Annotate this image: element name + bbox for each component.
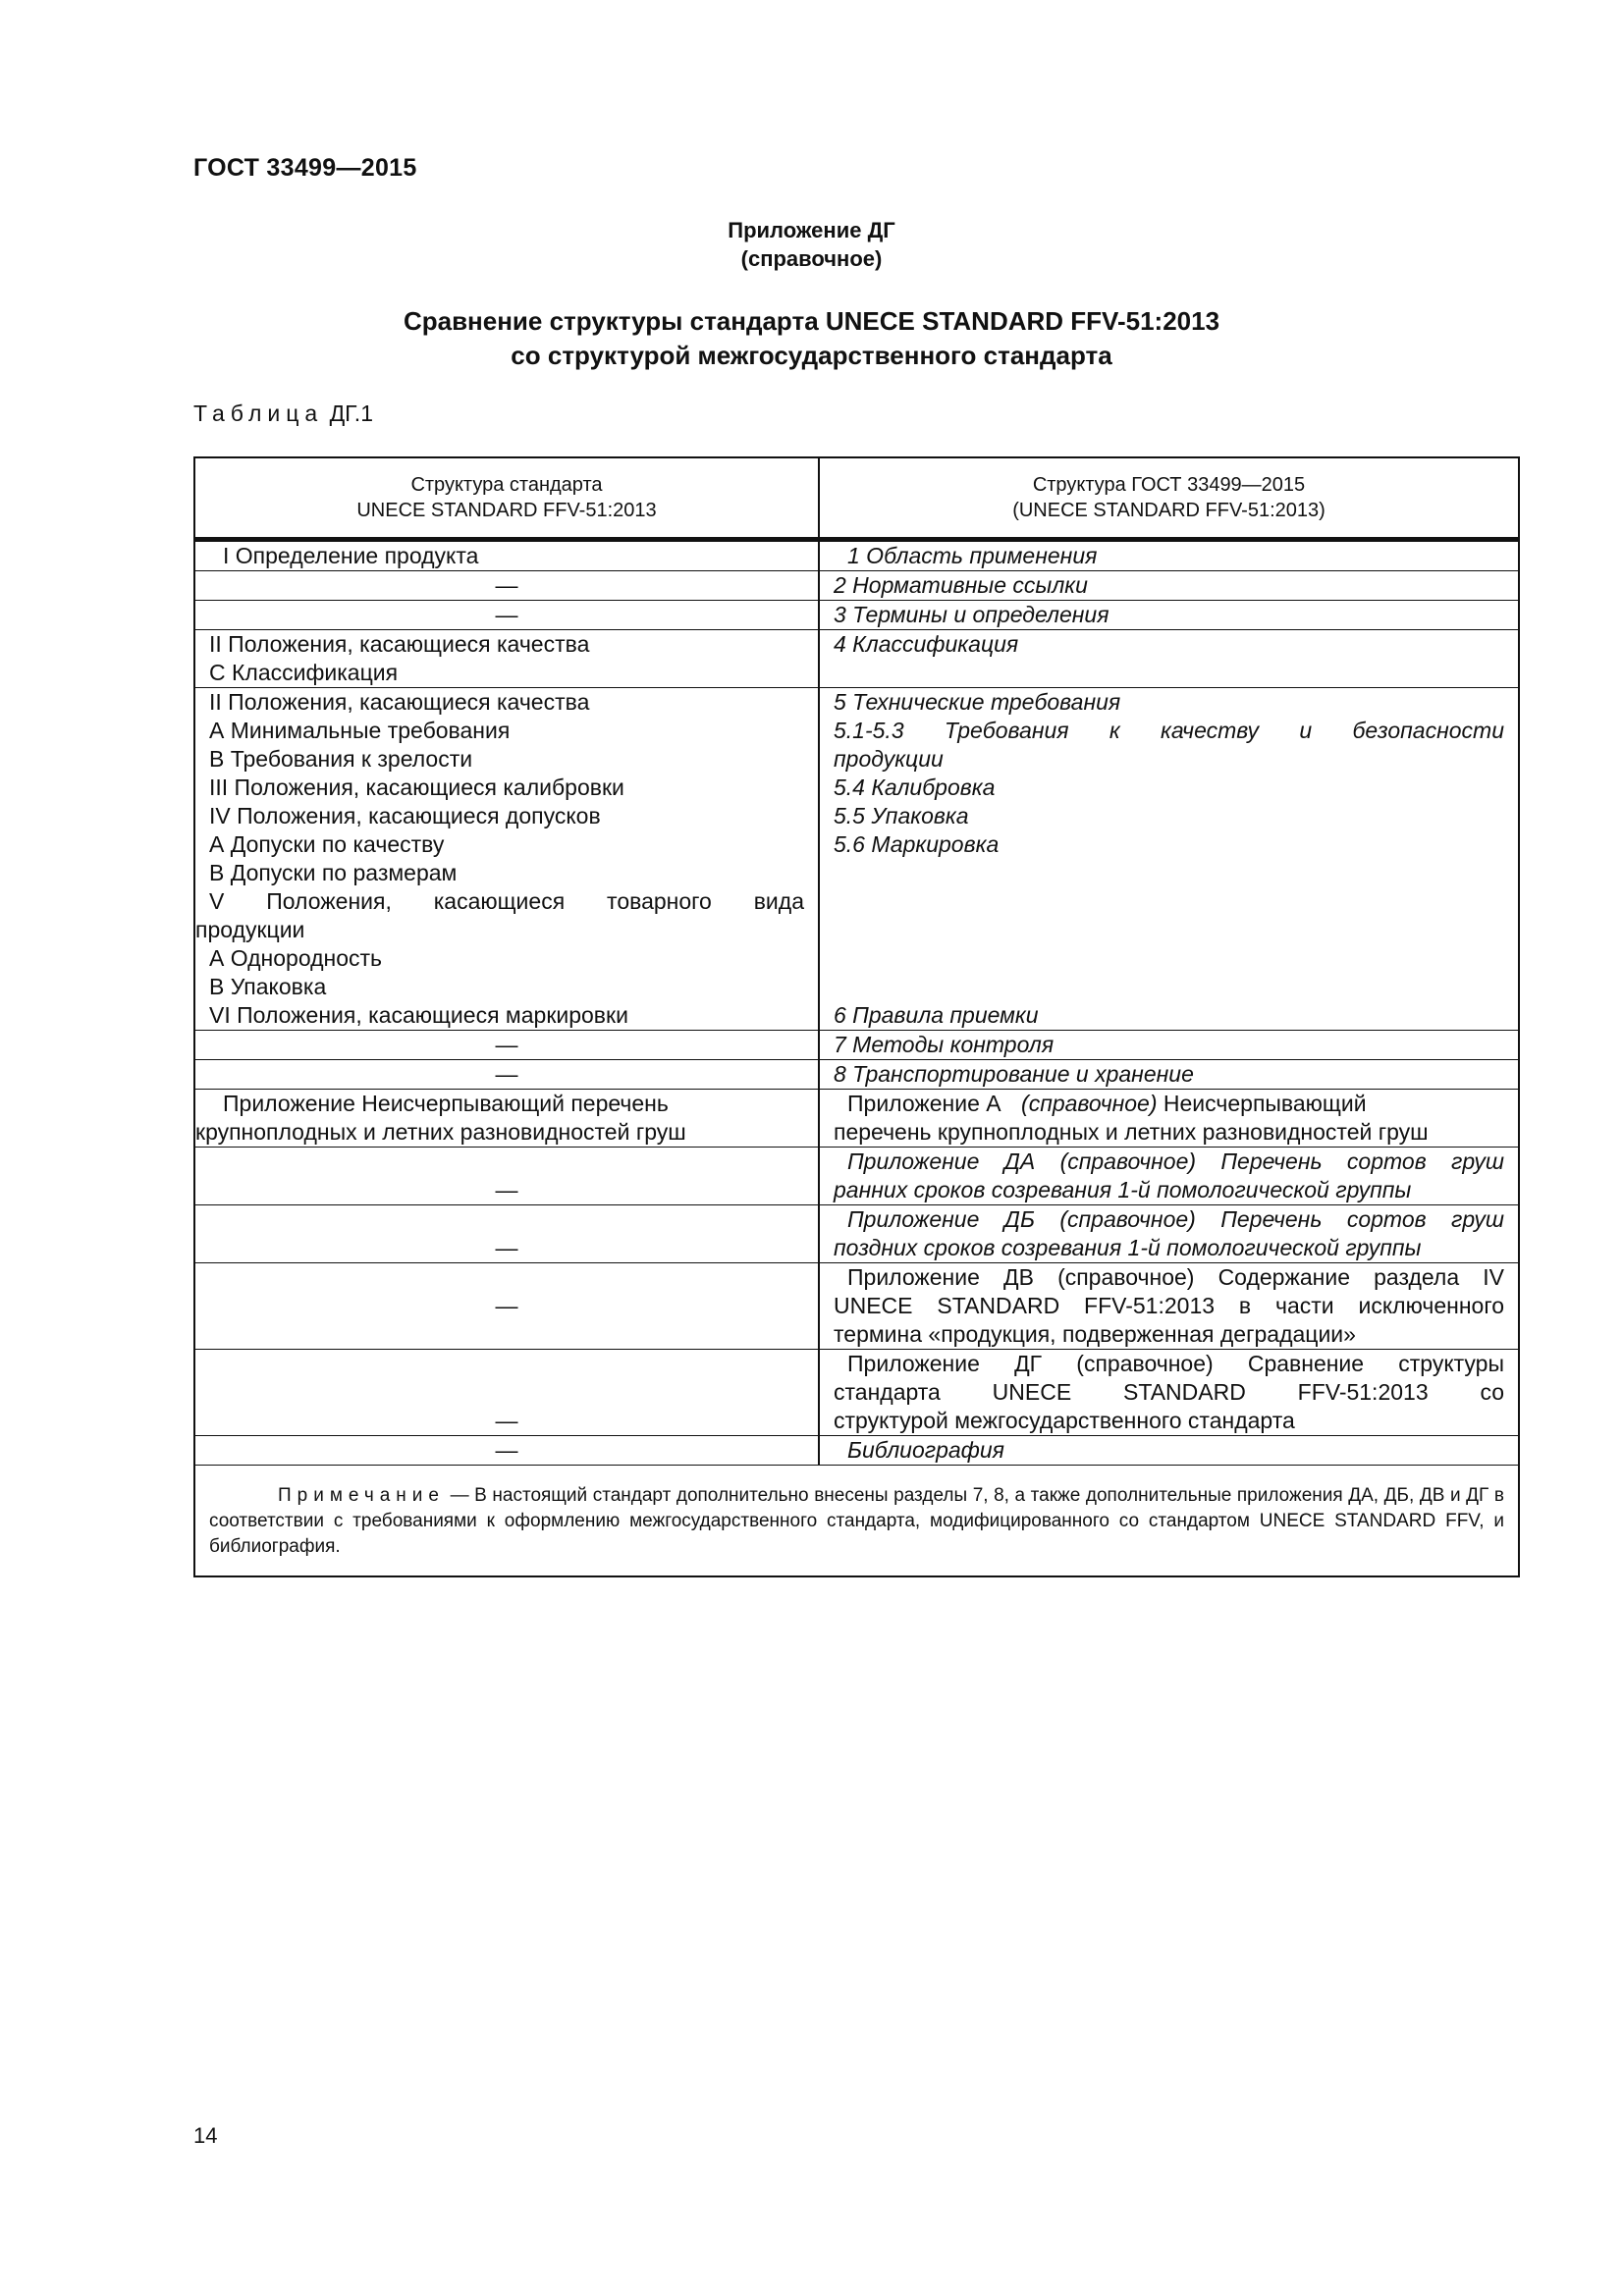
appendix-title: Приложение ДГ <box>728 218 895 242</box>
cell-text: Неисчерпывающий <box>1163 1091 1367 1116</box>
table-cell-right <box>819 1263 1519 1350</box>
table-caption-number: ДГ.1 <box>329 400 373 426</box>
cell-line: А Однородность <box>209 945 383 971</box>
table-cell-left <box>194 1436 819 1466</box>
table-header-row <box>194 457 1519 540</box>
table-row <box>194 1148 1519 1205</box>
table-cell-right <box>819 1031 1519 1060</box>
cell-line: стандарта UNECE STANDARD FFV-51:2013 со <box>834 1379 1504 1405</box>
cell-line: V Положения, касающиеся товарного вида <box>209 888 804 914</box>
dash-mark: — <box>495 1293 518 1318</box>
table-cell-right <box>819 1205 1519 1263</box>
cell-line: 1 Область применения <box>847 543 1098 568</box>
table-cell-left <box>194 1205 819 1263</box>
cell-text: Приложение А <box>847 1091 1001 1116</box>
cell-line: 7 Методы контроля <box>834 1032 1055 1057</box>
table-row <box>194 1436 1519 1466</box>
table-row <box>194 1350 1519 1436</box>
note-row <box>194 1466 1519 1577</box>
document-title <box>0 304 1623 373</box>
table-row <box>194 1031 1519 1060</box>
table-cell-right <box>819 1350 1519 1436</box>
cell-text: (справочное) <box>1021 1091 1158 1116</box>
note-label: Примечание <box>278 1485 445 1506</box>
dash-mark: — <box>495 1437 518 1463</box>
dash-mark: — <box>495 602 518 627</box>
table-cell-right <box>819 688 1519 1031</box>
cell-line: продукции <box>834 746 944 772</box>
dash-mark: — <box>495 572 518 598</box>
cell-line: ранних сроков созревания 1-й помологической группы <box>834 1177 1412 1202</box>
table-cell-left <box>194 1148 819 1205</box>
column-header-line: Структура ГОСТ 33499—2015 <box>1032 474 1306 496</box>
cell-line: 2 Нормативные ссылки <box>834 572 1088 598</box>
column-header-gost <box>819 457 1519 540</box>
column-header-line: (UNECE STANDARD FFV-51:2013) <box>1012 500 1325 521</box>
table-cell-left <box>194 1350 819 1436</box>
title-line-1: Сравнение структуры стандарта UNECE STANDARD FFV-51:2013 <box>403 306 1220 336</box>
appendix-heading <box>0 216 1623 273</box>
table-cell-right <box>819 1148 1519 1205</box>
cell-line: В Упаковка <box>209 974 327 999</box>
cell-line: В Допуски по размерам <box>209 860 458 885</box>
cell-line: 5 Технические требования <box>834 689 1121 715</box>
cell-line: Библиография <box>847 1437 1004 1463</box>
cell-line: IV Положения, касающиеся допусков <box>209 803 601 828</box>
table-cell-left <box>194 601 819 630</box>
dash-mark: — <box>495 1408 518 1433</box>
table-row <box>194 601 1519 630</box>
cell-line: 5.4 Калибровка <box>834 774 996 800</box>
document-code: ГОСТ 33499—2015 <box>193 154 417 182</box>
cell-line: Приложение ДГ (справочное) Сравнение структуры <box>847 1351 1504 1376</box>
dash-mark: — <box>495 1061 518 1087</box>
table-row <box>194 571 1519 601</box>
cell-line: А Допуски по качеству <box>209 831 445 857</box>
dash-mark: — <box>495 1032 518 1057</box>
table-row <box>194 1205 1519 1263</box>
table-row <box>194 1060 1519 1090</box>
cell-line: UNECE STANDARD FFV-51:2013 в части исключенного <box>834 1293 1504 1318</box>
cell-line: 5.6 Маркировка <box>834 831 1000 857</box>
column-header-unece <box>194 457 819 540</box>
table-cell-left <box>194 540 819 571</box>
cell-line: 8 Транспортирование и хранение <box>834 1061 1194 1087</box>
table-cell-left <box>194 688 819 1031</box>
table-cell-left <box>194 1031 819 1060</box>
dash-mark: — <box>495 1235 518 1260</box>
table-cell-left <box>194 1060 819 1090</box>
table-row <box>194 1090 1519 1148</box>
cell-line: В Требования к зрелости <box>209 746 473 772</box>
cell-line: перечень крупноплодных и летних разновидностей груш <box>834 1119 1429 1145</box>
cell-line: термина «продукция, подверженная деградации» <box>834 1321 1356 1347</box>
cell-line: поздних сроков созревания 1-й помологической группы <box>834 1235 1422 1260</box>
cell-line: Приложение Неисчерпывающий перечень <box>223 1091 669 1116</box>
table-cell-left <box>194 1090 819 1148</box>
table-row <box>194 688 1519 1031</box>
dash-mark: — <box>495 1177 518 1202</box>
table-cell-right <box>819 540 1519 571</box>
cell-line: III Положения, касающиеся калибровки <box>209 774 624 800</box>
table-caption-label: Таблица <box>193 400 324 426</box>
table-caption <box>193 400 373 427</box>
cell-line: II Положения, касающиеся качества <box>209 631 590 657</box>
cell-line: 3 Термины и определения <box>834 602 1109 627</box>
cell-line: Приложение ДБ (справочное) Перечень сортов груш <box>847 1206 1504 1232</box>
table-cell-right <box>819 1436 1519 1466</box>
table-cell-left <box>194 630 819 688</box>
cell-line <box>834 1090 1504 1118</box>
cell-line: Приложение ДА (справочное) Перечень сортов груш <box>847 1148 1504 1174</box>
cell-line: II Положения, касающиеся качества <box>209 689 590 715</box>
title-line-2: со структурой межгосударственного стандарта <box>511 341 1112 370</box>
appendix-kind: (справочное) <box>740 246 883 271</box>
table-row <box>194 630 1519 688</box>
cell-line: А Минимальные требования <box>209 718 511 743</box>
cell-line: 5.5 Упаковка <box>834 803 969 828</box>
cell-line: С Классификация <box>209 660 399 685</box>
cell-line: 5.1-5.3 Требования к качеству и безопасности <box>834 718 1504 743</box>
cell-line: 4 Классификация <box>834 631 1019 657</box>
cell-line: Приложение ДВ (справочное) Содержание раздела IV <box>847 1264 1504 1290</box>
column-header-line: UNECE STANDARD FFV-51:2013 <box>356 500 657 521</box>
column-header-line: Структура стандарта <box>410 474 603 496</box>
cell-line: крупноплодных и летних разновидностей груш <box>195 1119 686 1145</box>
table-cell-left <box>194 1263 819 1350</box>
table-cell-right <box>819 601 1519 630</box>
table-row <box>194 1263 1519 1350</box>
cell-line: структурой межгосударственного стандарта <box>834 1408 1295 1433</box>
comparison-table <box>193 456 1520 1577</box>
table-cell-left <box>194 571 819 601</box>
page-number: 14 <box>193 2123 218 2148</box>
cell-line: 6 Правила приемки <box>834 1002 1039 1028</box>
cell-line: I Определение продукта <box>223 543 479 568</box>
table-cell-right <box>819 630 1519 688</box>
cell-line: продукции <box>195 917 305 942</box>
table-cell-right <box>819 1060 1519 1090</box>
table-cell-right <box>819 571 1519 601</box>
note-text: — В настоящий стандарт дополнительно внесены разделы 7, 8, а также дополнительные приложения ДА, ДБ, ДВ и ДГ в соответствии с требованиями к оформлению межгосударственного стандарта, модифицированного со стандартом UNECE STANDARD FFV, и библиография. <box>209 1485 1504 1557</box>
table-cell-right <box>819 1090 1519 1148</box>
cell-line: VI Положения, касающиеся маркировки <box>209 1002 628 1028</box>
table-row <box>194 540 1519 571</box>
note-cell <box>194 1466 1519 1577</box>
